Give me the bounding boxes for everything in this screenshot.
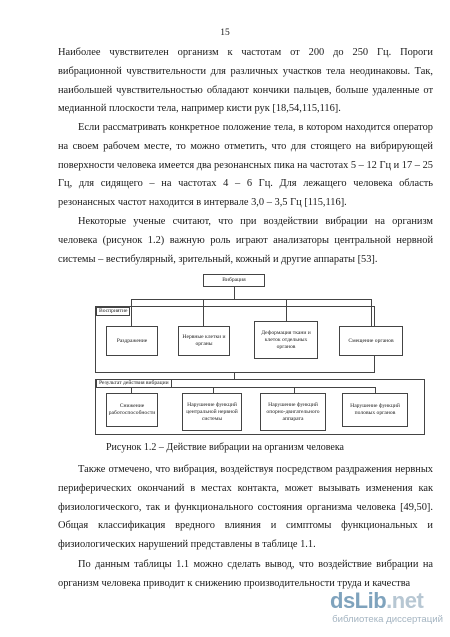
result-box-cns-disorder: Нарушение функций центральной нервной системы bbox=[182, 393, 242, 431]
connector bbox=[371, 299, 372, 326]
diagram-root-vibration: Вибрация bbox=[203, 274, 265, 287]
connector bbox=[234, 287, 235, 299]
result-box-reproductive-disorder: Нарушение функций половых органов bbox=[342, 393, 408, 427]
connector bbox=[203, 299, 204, 326]
result-box-musculoskeletal-disorder: Нарушение функций опорно-двигательного аппарата bbox=[260, 393, 326, 431]
paragraph-analyzers: Некоторые ученые считают, что при воздействии вибрации на организм человека (рисунок 1.2) важную роль играют анализаторы центральной нервной системы – вестибулярный, зрительный, кожный и другие аппараты [53]. bbox=[58, 216, 433, 265]
paragraph-peripheral-effects: Также отмечено, что вибрация, воздействуя посредством раздражения нервных периферических окончаний в местах контакта, может вызывать изменения как физиологического, так и функционального состояния организма человека [49,50]. Общая классификация вредного влияния и симптомы функциональных и физиологических нарушений представлены в таблице 1.1. bbox=[58, 464, 433, 551]
connector bbox=[131, 299, 372, 300]
perception-group-label: Восприятие bbox=[96, 307, 130, 316]
paragraph-sensitivity: Наиболее чувствителен организм к частотам от 200 до 250 Гц. Пороги вибрационной чувствительности для различных участков тела неодинаковы. Так, наибольшей чувствительностью обладают кончики пальцев, больше удаленные от медианной плоскости тела, например кисти рук [18,54,115,116]. bbox=[58, 47, 433, 115]
connector bbox=[131, 387, 376, 388]
watermark-subtitle: библиотека диссертаций bbox=[332, 614, 443, 625]
connector bbox=[131, 299, 132, 326]
page-number: 15 bbox=[220, 28, 230, 38]
watermark-logo: dsLib.net bbox=[330, 588, 424, 613]
paragraph-conclusion: По данным таблицы 1.1 можно сделать вывод, что воздействие вибрации на организм человека приводит к снижению производительности труда и качества bbox=[58, 559, 433, 589]
figure-caption: Рисунок 1.2 – Действие вибрации на организм человека bbox=[105, 442, 344, 453]
paragraph-resonance: Если рассматривать конкретное положение тела, в котором находится оператор на своем рабочем месте, то можно отметить, что для стоящего на вибрирующей поверхности человека имеется два резонансных пика на частотах 5 – 12 Гц и 17 – 25 Гц, для сидящего – на частотах 4 – 6 Гц. Для лежащего человека область резонансных частот находится в интервале 3,0 – 3,5 Гц [115,116]. bbox=[58, 122, 433, 209]
perception-box-irritation: Раздражение bbox=[106, 326, 158, 356]
perception-box-nerve-cells: Нервные клетки и органы bbox=[178, 326, 230, 356]
perception-box-organ-displacement: Смещение органов bbox=[339, 326, 403, 356]
perception-box-tissue-deformation: Деформация ткани и клеток отдельных органов bbox=[254, 321, 318, 359]
result-group-label: Результат действия вибрации bbox=[96, 379, 172, 388]
result-box-reduced-performance: Снижение работоспособности bbox=[106, 393, 158, 427]
